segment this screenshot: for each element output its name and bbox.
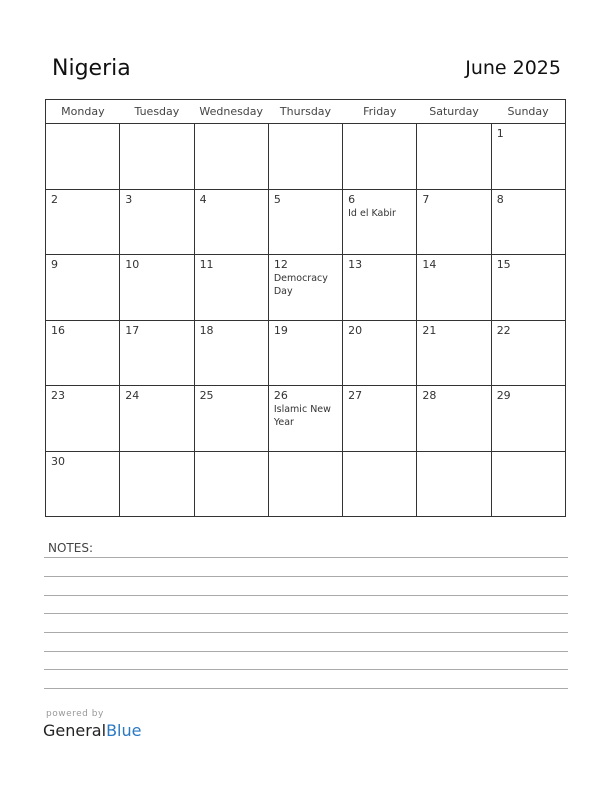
day-cell[interactable]: [343, 124, 417, 190]
logo-general: General: [43, 721, 107, 740]
week-row: [46, 386, 566, 452]
day-cell[interactable]: [120, 320, 194, 386]
day-cell[interactable]: [268, 124, 342, 190]
day-cell[interactable]: [343, 255, 417, 321]
weekday-tuesday: Tuesday: [120, 100, 194, 124]
day-cell[interactable]: [194, 451, 268, 517]
notes-line: [44, 632, 568, 633]
day-number: 28: [422, 389, 437, 402]
day-cell[interactable]: [417, 189, 491, 255]
day-number: 21: [422, 323, 437, 337]
day-cell[interactable]: [268, 255, 342, 321]
day-cell[interactable]: [491, 189, 565, 255]
day-cell[interactable]: [417, 255, 491, 321]
weekday-thursday: Thursday: [268, 100, 342, 124]
calendar-grid: [45, 99, 566, 517]
day-cell[interactable]: [194, 189, 268, 255]
day-cell[interactable]: [343, 189, 417, 255]
day-cell[interactable]: [46, 189, 120, 255]
day-number: 8: [496, 192, 504, 206]
day-cell[interactable]: [46, 124, 120, 190]
day-number: 13: [348, 258, 363, 271]
day-number: 9: [51, 258, 58, 271]
day-number: 5: [273, 192, 281, 206]
notes-line: [44, 557, 568, 558]
day-cell[interactable]: [491, 320, 565, 386]
notes-line: [44, 576, 568, 577]
day-cell[interactable]: [120, 451, 194, 517]
day-number: 12: [273, 258, 288, 271]
day-cell[interactable]: [417, 124, 491, 190]
day-number: 29: [496, 389, 511, 402]
day-number: 7: [422, 192, 430, 206]
day-cell[interactable]: [194, 124, 268, 190]
day-cell[interactable]: [268, 451, 342, 517]
day-number: 27: [348, 389, 363, 402]
day-number: 3: [125, 192, 133, 206]
day-number: 2: [51, 192, 58, 206]
logo-blue: Blue: [106, 721, 142, 740]
weekday-sunday: Sunday: [491, 100, 565, 124]
powered-by-text: powered by: [46, 709, 104, 719]
day-cell[interactable]: [120, 189, 194, 255]
day-cell[interactable]: [491, 451, 565, 517]
generalblue-logo[interactable]: [43, 721, 141, 740]
day-cell[interactable]: [120, 255, 194, 321]
day-cell[interactable]: [46, 386, 120, 452]
day-number: 23: [51, 389, 65, 402]
day-cell[interactable]: [268, 189, 342, 255]
day-number: 1: [496, 127, 504, 140]
day-number: 20: [348, 323, 363, 337]
day-number: 18: [199, 323, 214, 337]
day-number: 11: [199, 258, 214, 271]
holiday-label: Islamic New Year: [273, 404, 331, 428]
notes-line: [44, 669, 568, 670]
day-number: 19: [273, 323, 288, 337]
week-row: [46, 124, 566, 190]
day-cell[interactable]: [46, 451, 120, 517]
day-number: 30: [51, 454, 65, 468]
day-cell[interactable]: [491, 386, 565, 452]
day-cell[interactable]: [343, 386, 417, 452]
week-row: [46, 255, 566, 321]
day-cell[interactable]: [46, 320, 120, 386]
day-cell[interactable]: [268, 386, 342, 452]
day-cell[interactable]: [46, 255, 120, 321]
day-number: 14: [422, 258, 437, 271]
day-cell[interactable]: [491, 124, 565, 190]
day-cell[interactable]: [120, 124, 194, 190]
week-row: [46, 320, 566, 386]
day-number: 10: [125, 258, 140, 271]
day-cell[interactable]: [491, 255, 565, 321]
day-cell[interactable]: [417, 386, 491, 452]
holiday-label: Democracy Day: [273, 273, 328, 297]
day-number: 16: [51, 323, 65, 337]
day-cell[interactable]: [194, 386, 268, 452]
day-number: 4: [199, 192, 207, 206]
day-cell[interactable]: [343, 320, 417, 386]
day-number: 24: [125, 389, 140, 402]
weekday-friday: Friday: [343, 100, 417, 124]
day-cell[interactable]: [194, 255, 268, 321]
notes-line: [44, 595, 568, 596]
day-number: 17: [125, 323, 140, 337]
weekday-monday: Monday: [46, 100, 120, 124]
day-number: 6: [348, 192, 356, 206]
day-number: 22: [496, 323, 511, 337]
notes-line: [44, 688, 568, 689]
day-number: 15: [496, 258, 511, 271]
day-cell[interactable]: [417, 451, 491, 517]
month-year-title: June 2025: [465, 57, 561, 79]
day-cell[interactable]: [417, 320, 491, 386]
day-cell[interactable]: [194, 320, 268, 386]
day-cell[interactable]: [120, 386, 194, 452]
day-number: 25: [199, 389, 214, 402]
weekday-saturday: Saturday: [417, 100, 491, 124]
day-number: 26: [273, 389, 288, 402]
day-cell[interactable]: [268, 320, 342, 386]
weekday-header-row: [46, 100, 566, 124]
week-row: [46, 451, 566, 517]
day-cell[interactable]: [343, 451, 417, 517]
week-row: [46, 189, 566, 255]
country-title: Nigeria: [52, 56, 131, 81]
weekday-wednesday: Wednesday: [194, 100, 268, 124]
holiday-label: Id el Kabir: [348, 207, 396, 219]
notes-line: [44, 651, 568, 652]
notes-line: [44, 613, 568, 614]
notes-label: NOTES:: [48, 541, 93, 555]
